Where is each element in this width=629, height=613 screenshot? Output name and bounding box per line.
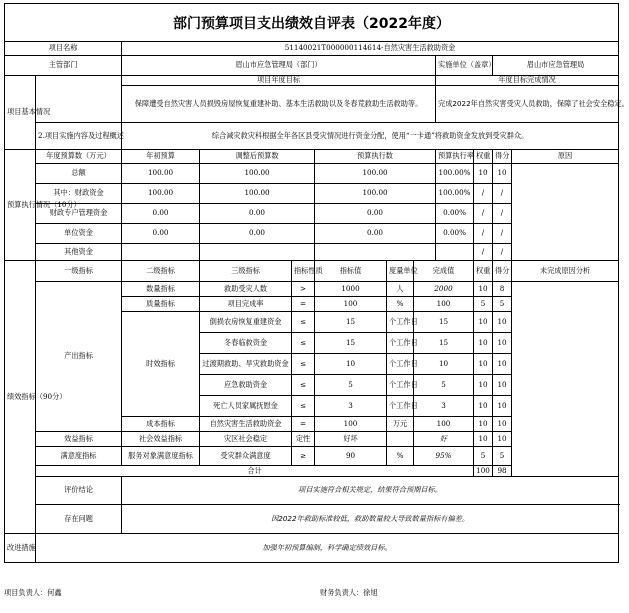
budget-executed: 100.00 [315, 184, 436, 204]
indicator-score: 5 [493, 447, 512, 466]
perf-header: 指标值 [315, 261, 387, 282]
indicator-unit: 个工作日 [387, 354, 414, 375]
indicator-weight: 10 [474, 282, 493, 297]
indicator-score: 10 [493, 312, 512, 333]
project-lead: 项目负责人：何鑫 [4, 588, 62, 597]
level3-indicator: 项目完成率 [200, 297, 292, 312]
indicator-nature: = [292, 297, 315, 312]
level1-output: 产出指标 [36, 282, 122, 432]
budget-initial [122, 244, 200, 261]
budget-rate [436, 244, 474, 261]
perf-header: 二级指标 [122, 261, 200, 282]
indicator-score: 10 [493, 432, 512, 447]
indicator-unit: 个工作日 [387, 375, 414, 396]
budget-initial: 100.00 [122, 184, 200, 204]
indicator-unit: 人 [387, 282, 414, 297]
basic-header-row [5, 76, 619, 86]
indicator-weight: 5 [474, 447, 493, 466]
budget-weight: / [474, 244, 493, 261]
budget-adjusted: 100.00 [200, 164, 315, 184]
project-name-label: 项目名称 [5, 42, 122, 56]
evaluation-table [4, 41, 629, 563]
budget-score: 10 [493, 164, 512, 184]
indicator-value: 3 [315, 396, 387, 417]
indicator-unit: 万元 [387, 417, 414, 432]
level3-indicator: 倒损农房恢复重建资金 [200, 312, 292, 333]
level2-quantity: 数量指标 [122, 282, 200, 297]
impl-label: 实施单位（盖章） [436, 56, 493, 76]
budget-reason [512, 164, 619, 261]
budget-score: / [493, 244, 512, 261]
perf-header-row [5, 261, 619, 282]
conclusion-row [5, 477, 619, 505]
indicator-score: 10 [493, 396, 512, 417]
indicator-nature: ≤ [292, 396, 315, 417]
total-score: 98 [493, 466, 512, 477]
done-text: 完成2022年自然灾害受灾人员救助，保障了社会安全稳定。 [436, 86, 619, 123]
indicator-unit: % [387, 447, 414, 466]
perf-header: 一级指标 [36, 261, 122, 282]
indicator-done: 15 [414, 312, 474, 333]
indicator-score: 10 [493, 354, 512, 375]
indicator-nature: = [292, 417, 315, 432]
level3-indicator: 自然灾害生活救助资金 [200, 417, 292, 432]
level2-quality: 质量指标 [122, 297, 200, 312]
budget-header: 调整后预算数 [200, 150, 315, 164]
indicator-score: 10 [493, 417, 512, 432]
indicator-value: 15 [315, 312, 387, 333]
budget-header: 年初预算 [122, 150, 200, 164]
budget-header: 权重 [474, 150, 493, 164]
measures-text: 加强年初预算编制，科学确定绩效目标。 [36, 534, 619, 563]
budget-rate: 100.00% [436, 164, 474, 184]
budget-row [5, 164, 619, 184]
basic-row2-label: 2.项目实施内容及过程概述 [36, 123, 122, 150]
budget-initial: 0.00 [122, 204, 200, 224]
indicator-done: 2000 [414, 282, 474, 297]
indicator-nature: ≤ [292, 333, 315, 354]
budget-section-label: 预算执行情况（10分） [5, 150, 36, 261]
perf-header: 指标性质 [292, 261, 315, 282]
project-name-row [5, 42, 619, 56]
indicator-nature: ≤ [292, 354, 315, 375]
issues-row [5, 505, 619, 534]
indicator-done: 100 [414, 417, 474, 432]
budget-weight: / [474, 204, 493, 224]
budget-initial: 100.00 [122, 164, 200, 184]
budget-row-label: 财政专户管理资金 [36, 204, 122, 224]
conclusion-text: 项目实施符合相关规定，结果符合预期目标。 [122, 477, 619, 505]
indicator-done: 3 [414, 396, 474, 417]
budget-weight: / [474, 224, 493, 244]
goal-header: 项目年度目标 [122, 76, 436, 86]
budget-row-label: 总额 [36, 164, 122, 184]
indicator-weight: 10 [474, 354, 493, 375]
indicator-score: 10 [493, 333, 512, 354]
done-header: 年度目标完成情况 [436, 76, 619, 86]
budget-header: 预算执行率 [436, 150, 474, 164]
indicator-score: 10 [493, 375, 512, 396]
indicator-value: 100 [315, 417, 387, 432]
indicator-done: 5 [414, 375, 474, 396]
dept-row [5, 56, 619, 76]
budget-initial: 0.00 [122, 224, 200, 244]
budget-executed: 0.00 [315, 204, 436, 224]
budget-header-row [5, 150, 619, 164]
budget-header: 年度预算数（万元） [36, 150, 122, 164]
issues-label: 存在问题 [36, 505, 122, 534]
budget-executed: 0.00 [315, 224, 436, 244]
conclusion-label: 评价结论 [36, 477, 122, 505]
indicator-done: 10 [414, 354, 474, 375]
perf-header: 度量单位 [387, 261, 414, 282]
level3-indicator: 受灾群众满意度 [200, 447, 292, 466]
indicator-value: 好坏 [315, 432, 387, 447]
indicator-nature: ≤ [292, 312, 315, 333]
indicator-unit: 个工作日 [387, 333, 414, 354]
indicator-weight: 10 [474, 417, 493, 432]
level2-cost: 成本指标 [122, 417, 200, 432]
indicator-weight: 10 [474, 396, 493, 417]
budget-rate: 0.00% [436, 224, 474, 244]
unfinished-reason [512, 282, 619, 477]
indicator-unit: 个工作日 [387, 396, 414, 417]
budget-adjusted: 0.00 [200, 204, 315, 224]
perf-header: 权重 [474, 261, 493, 282]
indicator-value: 100 [315, 297, 387, 312]
dept-value: 眉山市应急管理局（部门） [122, 56, 436, 76]
measures-label: 改进措施 [5, 534, 36, 563]
measures-row [5, 534, 619, 563]
indicator-unit: 个工作日 [387, 312, 414, 333]
indicator-value: 5 [315, 375, 387, 396]
indicator-value: 90 [315, 447, 387, 466]
perf-row [5, 282, 619, 297]
indicator-weight: 10 [474, 333, 493, 354]
indicator-weight: 10 [474, 312, 493, 333]
indicator-value: 1000 [315, 282, 387, 297]
indicator-unit [387, 432, 414, 447]
budget-executed: 100.00 [315, 164, 436, 184]
perf-header: 完成值 [414, 261, 474, 282]
budget-header: 得分 [493, 150, 512, 164]
budget-score: / [493, 204, 512, 224]
perf-header: 得分 [493, 261, 512, 282]
total-weight: 100 [474, 466, 493, 477]
impl-value: 眉山市应急管理局 [493, 56, 619, 76]
level3-indicator: 过渡期救助、旱灾救助资金 [200, 354, 292, 375]
indicator-value: 10 [315, 354, 387, 375]
indicator-nature: ≥ [292, 447, 315, 466]
budget-weight: 10 [474, 164, 493, 184]
budget-score: / [493, 224, 512, 244]
indicator-done: 95% [414, 447, 474, 466]
level3-indicator: 灾区社会稳定 [200, 432, 292, 447]
level2-social: 社会效益指标 [122, 432, 200, 447]
budget-row-label: 单位资金 [36, 224, 122, 244]
indicator-weight: 5 [474, 297, 493, 312]
budget-adjusted [200, 244, 315, 261]
budget-header: 预算执行数 [315, 150, 436, 164]
level3-indicator: 死亡人员家属抚慰金 [200, 396, 292, 417]
indicator-nature: > [292, 282, 315, 297]
budget-rate: 0.00% [436, 204, 474, 224]
budget-weight: / [474, 184, 493, 204]
issues-text: 因2022年救助标准较低，救助数量较大导致数量指标有偏差。 [122, 505, 619, 534]
level2-satisfaction: 服务对象满意度指标 [122, 447, 200, 466]
level3-indicator: 应急救助资金 [200, 375, 292, 396]
indicator-nature: 定性 [292, 432, 315, 447]
goal-text: 保障遭受自然灾害人员损毁房屋恢复重建补助、基本生活救助以及冬春荒救助生活救助等。 [122, 86, 436, 123]
level1-effect: 效益指标 [36, 432, 122, 447]
total-label: 合计 [36, 466, 474, 477]
budget-rate: 100.00% [436, 184, 474, 204]
indicator-score: 5 [493, 297, 512, 312]
indicator-nature: ≤ [292, 375, 315, 396]
basic-row2-text: 综合减灾救灾科根据全年各区县受灾情况进行资金分配，使用“一卡通”将救助资金发放到受灾群众。 [122, 123, 619, 150]
budget-row-label: 其他资金 [36, 244, 122, 261]
budget-executed [315, 244, 436, 261]
indicator-done: 15 [414, 333, 474, 354]
project-name-value: 51140021T000000114614-自然灾害生活救助资金 [122, 42, 619, 56]
budget-row-label: 其中：财政资金 [36, 184, 122, 204]
indicator-value: 15 [315, 333, 387, 354]
budget-score: / [493, 184, 512, 204]
level3-indicator: 救助受灾人数 [200, 282, 292, 297]
budget-adjusted: 100.00 [200, 184, 315, 204]
indicator-weight: 10 [474, 432, 493, 447]
indicator-done: 好 [414, 432, 474, 447]
budget-adjusted: 0.00 [200, 224, 315, 244]
perf-header: 未完成原因分析 [512, 261, 619, 282]
level2-time: 时效指标 [122, 312, 200, 417]
indicator-unit: % [387, 297, 414, 312]
level1-satisfaction: 满意度指标 [36, 447, 122, 466]
perf-header: 三级指标 [200, 261, 292, 282]
perf-section-label: 绩效指标（90分） [5, 261, 36, 534]
level3-indicator: 冬春临救资金 [200, 333, 292, 354]
basic-section-label: 项目基本情况 [5, 76, 36, 150]
dept-label: 主管部门 [5, 56, 122, 76]
finance-lead: 财务负责人：徐旭 [320, 588, 378, 597]
page-title: 部门预算项目支出绩效自评表（2022年度） [4, 3, 619, 42]
indicator-weight: 10 [474, 375, 493, 396]
indicator-score: 8 [493, 282, 512, 297]
budget-header: 原因 [512, 150, 619, 164]
indicator-done: 100 [414, 297, 474, 312]
